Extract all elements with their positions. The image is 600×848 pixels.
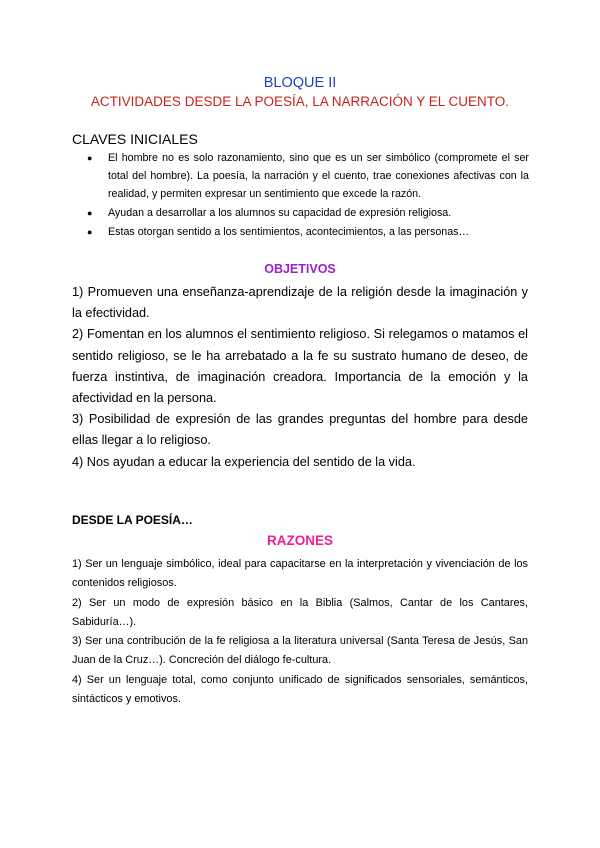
objetivo-item: 3) Posibilidad de expresión de las grandes preguntas del hombre para desde ellas llegar a lo religioso. xyxy=(72,412,528,448)
objetivos-heading: OBJETIVOS xyxy=(264,262,336,276)
objetivo-item: 2) Fomentan en los alumnos el sentimiento religioso. Si relegamos o matamos el sentido religioso, se le ha arrebatado a la fe su sustrato humano de deseo, de fuerza instintiva, de imaginación creadora. Importancia de la emoción y la afectividad en la persona. xyxy=(72,327,528,406)
bullet-icon: ● xyxy=(87,227,93,237)
list-item xyxy=(87,149,529,204)
razones-list xyxy=(72,555,528,709)
block-title: BLOQUE II xyxy=(263,75,337,91)
objetivo-item: 4) Nos ayudan a educar la experiencia del sentido de la vida. xyxy=(72,454,416,469)
razon-item: 4) Ser un lenguaje total, como conjunto unificado de significados sensoriales, semánticos, sintácticos y emotivos. xyxy=(72,673,528,706)
block-subtitle: ACTIVIDADES DESDE LA POESÍA, LA NARRACIÓN Y EL CUENTO. xyxy=(90,94,510,109)
claves-list xyxy=(87,149,529,242)
list-item-text: Estas otorgan sentido a los sentimientos, acontecimientos, a las personas… xyxy=(108,226,470,238)
razon-item: 1) Ser un lenguaje simbólico, ideal para capacitarse en la interpretación y vivenciación de los contenidos religiosos. xyxy=(72,558,528,590)
claves-heading: CLAVES INICIALES xyxy=(72,131,198,147)
razon-item: 2) Ser un modo de expresión básico en la Biblia (Salmos, Cantar de los Cantares, Sabiduría…). xyxy=(72,596,528,628)
razones-heading: RAZONES xyxy=(266,533,333,548)
bullet-icon: ● xyxy=(87,153,93,163)
razon-item: 3) Ser una contribución de la fe religiosa a la literatura universal (Santa Teresa de Jesús, San Juan de la Cruz…). Concreción del diálogo fe-cultura. xyxy=(72,635,528,667)
poesia-heading: DESDE LA POESÍA… xyxy=(72,513,193,527)
list-item-text: Ayudan a desarrollar a los alumnos su capacidad de expresión religiosa. xyxy=(108,207,452,220)
list-item xyxy=(87,204,529,222)
list-item-text: El hombre no es solo razonamiento, sino que es un ser simbólico (compromete el ser total del hombre). La poesía, la narración y el cuento, trae conexiones afectivas con la realidad, y permiten expresar un sentimiento que excede la razón. xyxy=(108,152,529,201)
objetivo-item: 1) Promueven una enseñanza-aprendizaje de la religión desde la imaginación y la efectividad. xyxy=(72,285,528,321)
bullet-icon: ● xyxy=(87,208,93,219)
objetivos-list xyxy=(72,282,528,473)
list-item xyxy=(87,223,529,241)
